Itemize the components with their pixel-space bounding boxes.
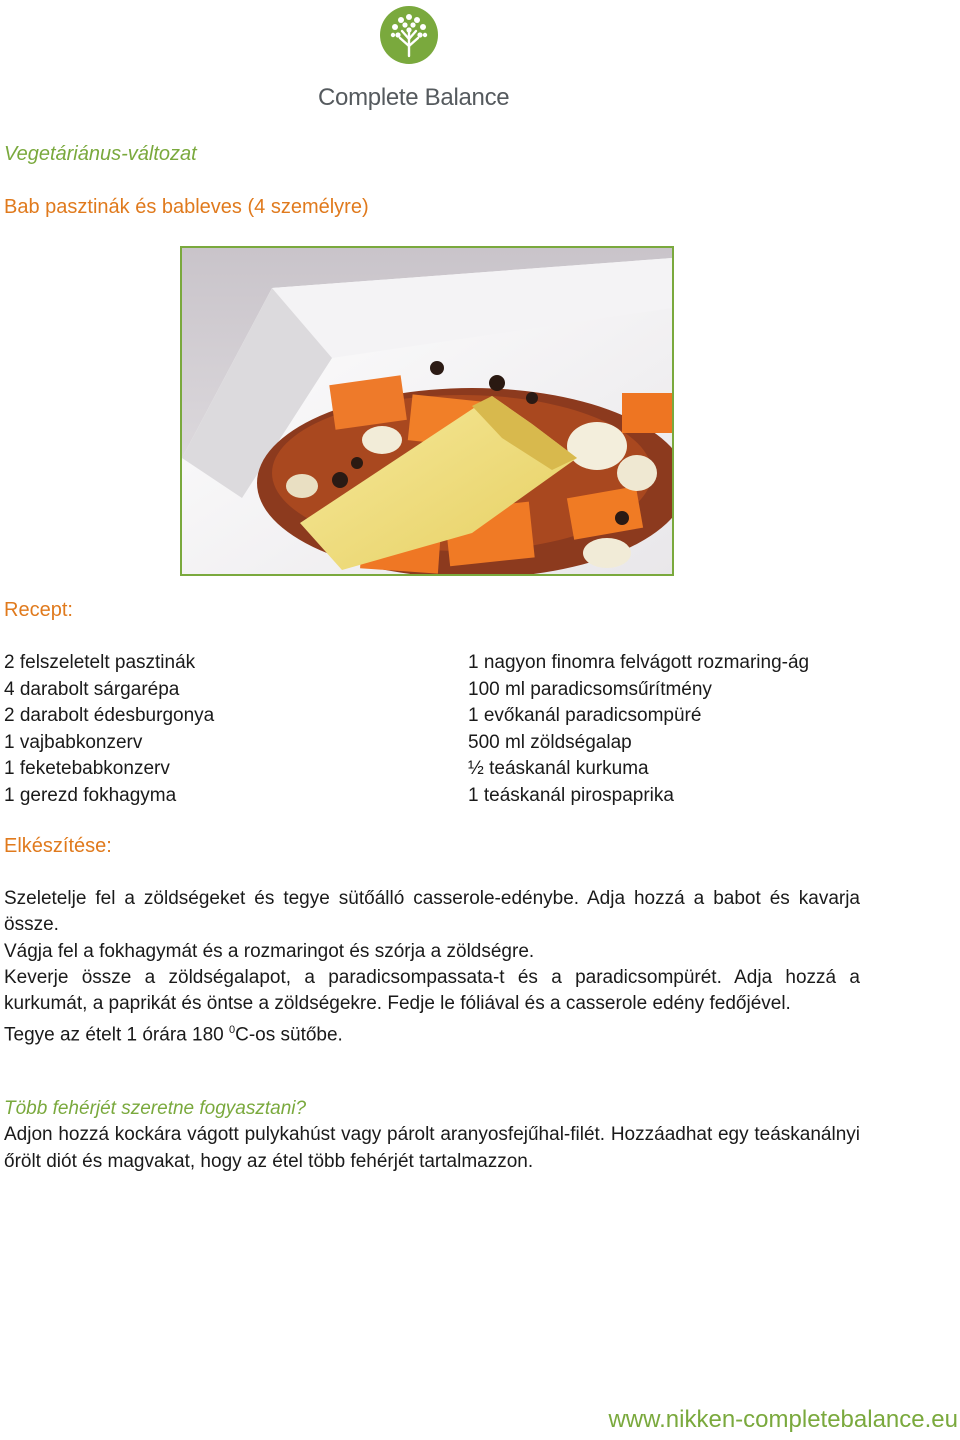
step-2: Vágja fel a fokhagymát és a rozmaringot és szórja a zöldségre. bbox=[4, 940, 535, 962]
step-4 bbox=[4, 1017, 860, 1049]
logo bbox=[318, 6, 510, 111]
list-item: 4 darabolt sárgarépa bbox=[4, 678, 180, 700]
website-link[interactable]: www.nikken-completebalance.eu bbox=[608, 1406, 958, 1433]
ingredient-column-right bbox=[468, 650, 809, 810]
tree-icon bbox=[380, 6, 438, 64]
step-4-text-end: C-os sütőbe. bbox=[235, 1024, 343, 1046]
prep-heading: Elkészítése: bbox=[4, 835, 112, 857]
list-item: ½ teáskanál kurkuma bbox=[468, 758, 649, 780]
step-1: Szeletelje fel a zöldségeket és tegye sütőálló casserole-edénybe. Adja hozzá a babot és kavarja össze. bbox=[4, 888, 860, 936]
protein-tip bbox=[4, 1096, 860, 1175]
step-4-text: Tegye az ételt 1 órára 180 bbox=[4, 1024, 229, 1046]
step-3: Keverje össze a zöldségalapot, a paradicsompassata-t és a paradicsompürét. Adja hozzá a kurkumát, a paprikát és öntse a zöldségekre. Fedje le fóliával és a casserole edény fedőjével. bbox=[4, 966, 860, 1015]
list-item: 1 nagyon finomra felvágott rozmaring-ág bbox=[468, 652, 810, 673]
preparation-steps bbox=[4, 886, 860, 1049]
list-item: 2 felszeletelt pasztinák bbox=[4, 652, 196, 673]
list-item: 1 gerezd fokhagyma bbox=[4, 784, 177, 806]
list-item: 1 teáskanál pirospaprika bbox=[468, 784, 674, 806]
tip-heading: Több fehérjét szeretne fogyasztani? bbox=[4, 1098, 307, 1119]
list-item: 1 evőkanál paradicsompüré bbox=[468, 705, 702, 727]
recipe-title: Bab pasztinák és bableves (4 személyre) bbox=[4, 196, 369, 218]
degree-superscript: 0 bbox=[228, 1024, 236, 1037]
list-item: 2 darabolt édesburgonya bbox=[4, 705, 215, 727]
subtitle: Vegetáriánus-változat bbox=[4, 143, 197, 165]
list-item: 1 vajbabkonzerv bbox=[4, 731, 143, 753]
tip-text: Adjon hozzá kockára vágott pulykahúst vagy párolt aranyosfejűhal-filét. Hozzáadhat egy teáskanálnyi őrölt diót és magvakat, hogy az étel több fehérjét tartalmazzon. bbox=[4, 1124, 860, 1172]
brand-name: Complete Balance bbox=[318, 84, 510, 111]
list-item: 100 ml paradicsomsűrítmény bbox=[468, 678, 712, 700]
ingredient-column-left bbox=[4, 650, 214, 810]
recipe-heading: Recept: bbox=[4, 599, 73, 621]
soup-bowl-photo bbox=[180, 246, 674, 576]
list-item: 1 feketebabkonzerv bbox=[4, 758, 170, 780]
list-item: 500 ml zöldségalap bbox=[468, 731, 632, 753]
